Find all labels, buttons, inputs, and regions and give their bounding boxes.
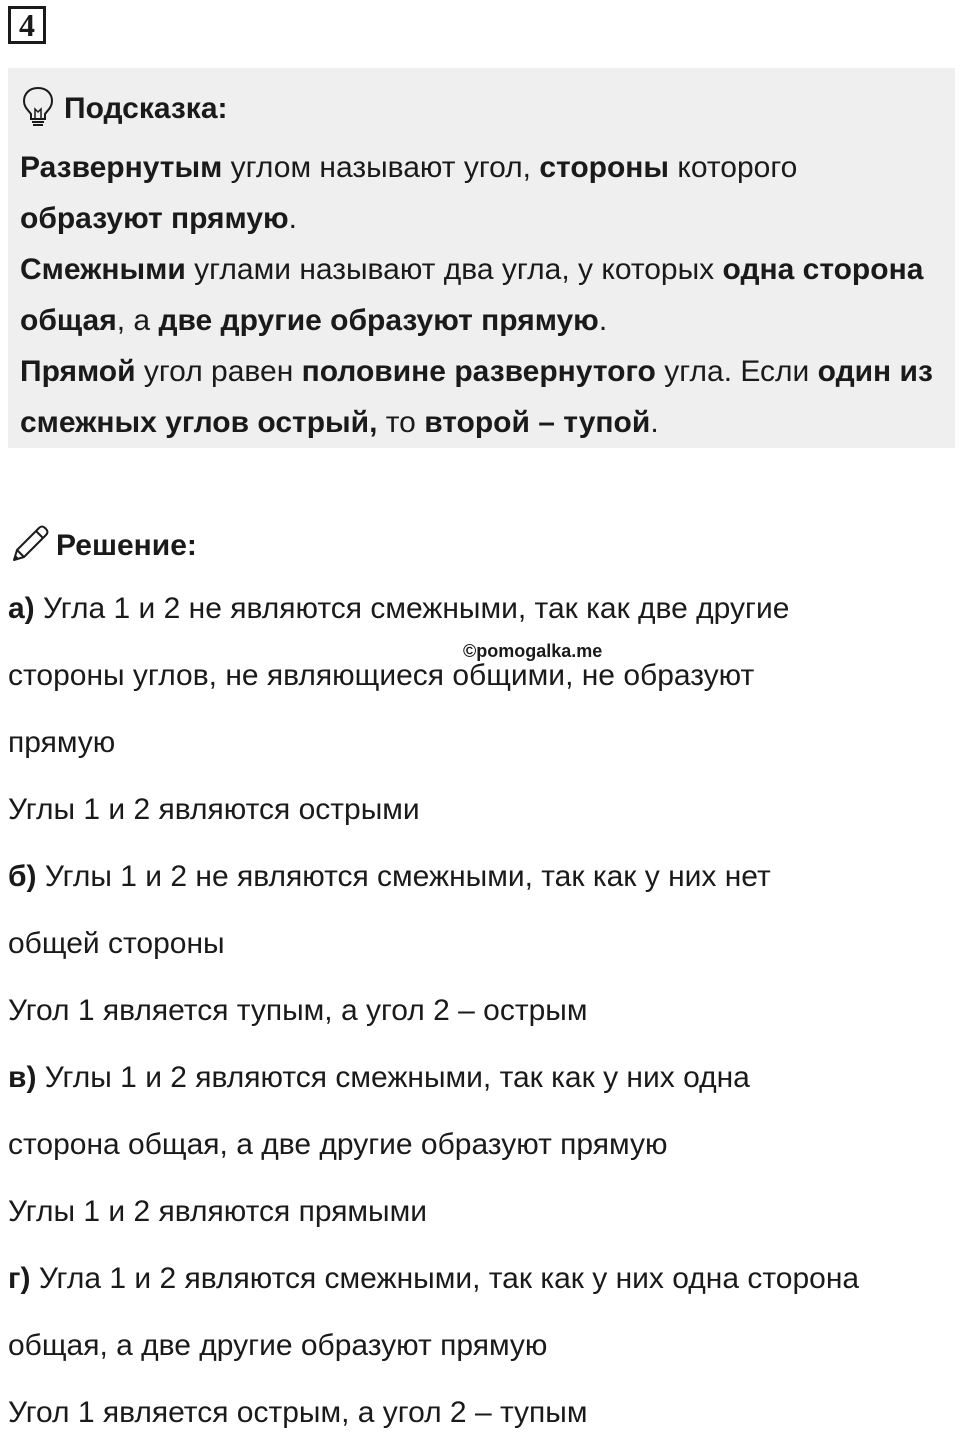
answer-text: Угла 1 и 2 не являются смежными, так как две другие: [34, 592, 790, 625]
text: .: [288, 202, 297, 235]
answer-a-line-3: прямую: [8, 726, 116, 759]
hint-box: [8, 68, 955, 448]
text: которого: [669, 151, 798, 184]
hint-paragraph-3: [20, 346, 943, 448]
term-common-side: одна сторона общая: [20, 253, 924, 337]
answer-text: Углы 1 и 2 не являются смежными, так как у них нет: [36, 860, 771, 893]
lightbulb-icon: [20, 85, 56, 134]
answer-v-result: Углы 1 и 2 являются прямыми: [8, 1195, 428, 1228]
answer-label: г): [8, 1262, 31, 1295]
task-number: 4: [8, 6, 46, 44]
hint-text: [20, 142, 943, 448]
answer-g-result: Угол 1 является острым, а угол 2 – тупым: [8, 1396, 588, 1429]
term-obtuse: второй – тупой: [424, 406, 651, 439]
answer-b-result: Угол 1 является тупым, а угол 2 – острым: [8, 994, 588, 1027]
answer-label: а): [8, 592, 35, 625]
solution-title: Решение:: [56, 529, 197, 562]
answers: [8, 575, 953, 1446]
answer-v-line-2: сторона общая, а две другие образуют прямую: [8, 1128, 668, 1161]
answer-text: Углы 1 и 2 являются смежными, так как у них одна: [36, 1061, 750, 1094]
term-half: половине развернутого: [301, 355, 656, 388]
answer-a-result: Углы 1 и 2 являются острыми: [8, 793, 420, 826]
solution-header: [8, 518, 197, 574]
term-straight-angle: Развернутым: [20, 151, 223, 184]
answer-b-line-2: общей стороны: [8, 927, 225, 960]
answer-v-line-1: [8, 1044, 953, 1111]
answer-g-line-2: общая, а две другие образуют прямую: [8, 1329, 548, 1362]
text: углом называют угол,: [222, 151, 540, 184]
text: углами называют два угла, у которых: [185, 253, 723, 286]
answer-text: Угла 1 и 2 являются смежными, так как у них одна сторона: [30, 1262, 860, 1295]
hint-title: Подсказка:: [64, 92, 228, 125]
answer-label: б): [8, 860, 37, 893]
term-right-angle: Прямой: [20, 355, 136, 388]
text: то: [377, 406, 425, 439]
hint-header: [20, 80, 943, 138]
text: угол равен: [135, 355, 302, 388]
term-other-sides: две другие образуют прямую: [158, 304, 599, 337]
text: .: [598, 304, 608, 337]
answer-g-line-1: [8, 1245, 953, 1312]
term-form-line: образуют прямую: [20, 202, 289, 235]
term-acute: один из смежных углов острый,: [20, 355, 933, 439]
text: , а: [116, 304, 159, 337]
text: .: [650, 406, 659, 439]
text: угла. Если: [655, 355, 818, 388]
answer-b-line-1: [8, 843, 953, 910]
hint-paragraph-2: [20, 244, 943, 346]
answer-a-line-2: стороны углов, не являющиеся общими, не образуют: [8, 659, 755, 692]
answer-a-line-1: [8, 575, 953, 642]
hint-paragraph-1: [20, 142, 943, 244]
term-adjacent: Смежными: [20, 253, 186, 286]
term-sides: стороны: [539, 151, 670, 184]
watermark: ©pomogalka.me: [463, 641, 603, 661]
answer-label: в): [8, 1061, 37, 1094]
pencil-icon: [8, 522, 52, 571]
